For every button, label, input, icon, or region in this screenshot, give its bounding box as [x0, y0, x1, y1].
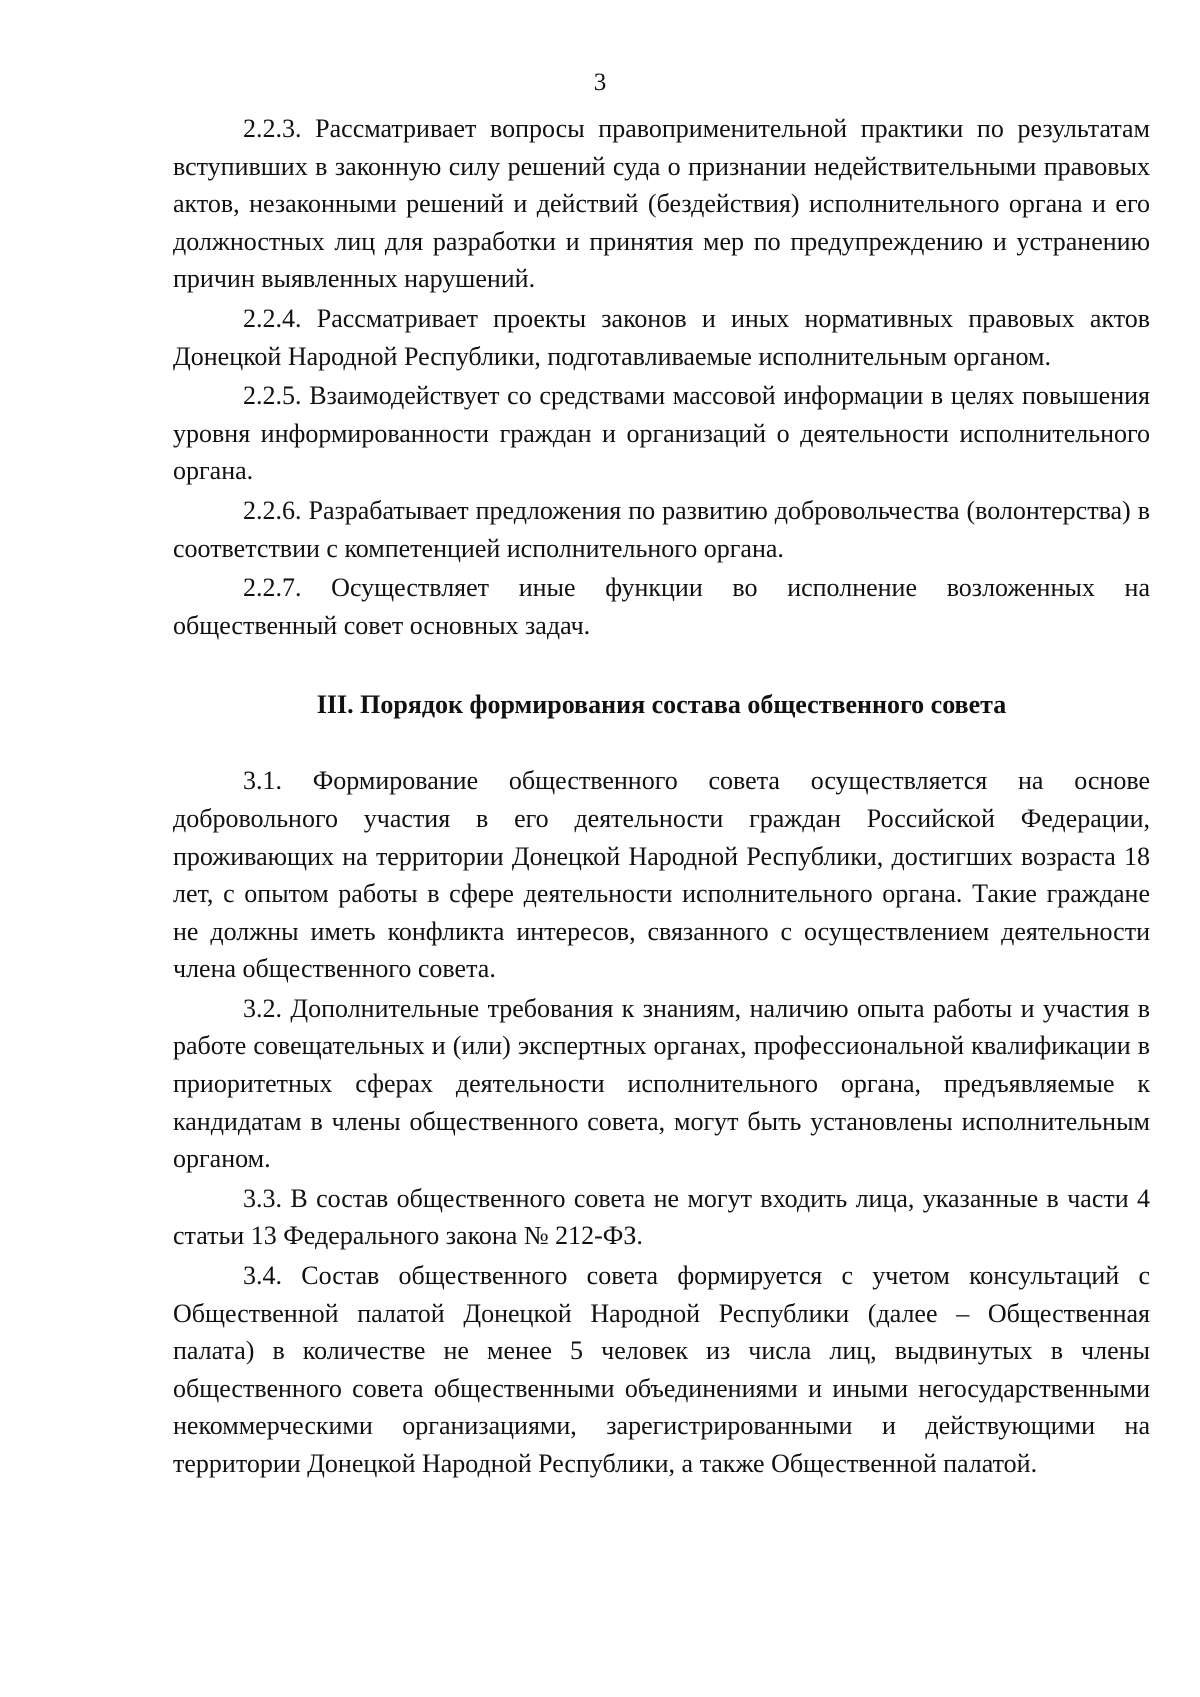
- document-body: [173, 110, 1150, 1485]
- page-number: 3: [593, 69, 607, 96]
- paragraph-2-2-5: 2.2.5. Взаимодействует со средствами массовой информации в целях повышения уровня информированности граждан и организаций о деятельности исполнительного органа.: [173, 381, 1150, 486]
- paragraph-3-3: 3.3. В состав общественного совета не могут входить лица, указанные в части 4 статьи 13 Федерального закона № 212-ФЗ.: [173, 1183, 1150, 1251]
- paragraph-3-1: 3.1. Формирование общественного совета осуществляется на основе добровольного участия в его деятельности граждан Российской Федерации, проживающих на территории Донецкой Народной Республики, достигших возраста 18 лет, с опытом работы в сфере деятельности исполнительного органа. Такие граждане не должны иметь конфликта интересов, связанного с осуществлением деятельности члена общественного совета.: [173, 766, 1150, 984]
- paragraph-2-2-6: 2.2.6. Разрабатывает предложения по развитию добровольчества (волонтерства) в соответствии с компетенцией исполнительного органа.: [173, 495, 1150, 563]
- paragraph-3-4: 3.4. Состав общественного совета формируется с учетом консультаций с Общественной палатой Донецкой Народной Республики (далее – Общественная палата) в количестве не менее 5 человек из числа лиц, выдвинутых в члены общественного совета общественными объединениями и иными негосударственными некоммерческими организациями, зарегистрированными и действующими на территории Донецкой Народной Республики, а также Общественной палатой.: [173, 1261, 1150, 1478]
- paragraph-2-2-4: 2.2.4. Рассматривает проекты законов и иных нормативных правовых актов Донецкой Народной Республики, подготавливаемые исполнительным органом.: [173, 303, 1150, 371]
- section-heading: III. Порядок формирования состава общественного совета: [316, 690, 1007, 720]
- paragraph-2-2-7: 2.2.7. Осуществляет иные функции во исполнение возложенных на общественный совет основных задач.: [173, 573, 1150, 640]
- paragraph-3-2: 3.2. Дополнительные требования к знаниям, наличию опыта работы и участия в работе совещательных и (или) экспертных органах, профессиональной квалификации в приоритетных сферах деятельности исполнительного органа, предъявляемые к кандидатам в члены общественного совета, могут быть установлены исполнительным органом.: [173, 993, 1150, 1174]
- paragraph-2-2-3: 2.2.3. Рассматривает вопросы правоприменительной практики по результатам вступивших в законную силу решений суда о признании недействительными правовых актов, незаконными решений и действий (бездействия) исполнительного органа и его должностных лиц для разработки и принятия мер по предупреждению и устранению причин выявленных нарушений.: [173, 114, 1150, 294]
